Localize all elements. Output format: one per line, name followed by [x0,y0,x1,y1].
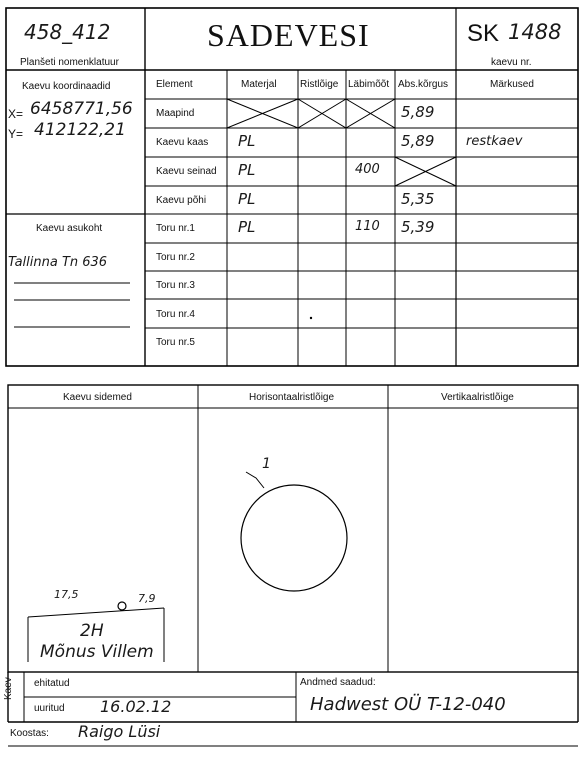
cell-materjal: PL [238,161,256,179]
sketch-dist-right: 7,9 [138,592,156,605]
sketch-building: 2H [80,621,104,641]
location-label: Kaevu asukoht [36,223,103,234]
x-prefix: X= [8,107,24,121]
row-element: Toru nr.3 [156,280,195,291]
x-value: 6458771,56 [30,99,133,119]
row-element: Toru nr.5 [156,337,195,348]
section-horisontaal: Horisontaalristlõige [249,392,335,403]
cell-abs: 5,89 [401,132,435,150]
uuritud-label: uuritud [34,703,65,714]
cell-abs: 5,35 [401,190,435,208]
cell-materjal: PL [238,218,256,236]
row-element: Kaevu põhi [156,195,207,206]
sketch-dist-left: 17,5 [54,588,79,601]
row-element: Toru nr.1 [156,223,195,234]
nomenclature-label: Planšeti nomenklatuur [20,57,119,68]
nomenclature-value: 458_412 [24,20,111,44]
col-header-ristloige: Ristlõige [300,79,339,90]
ehitatud-label: ehitatud [34,678,70,689]
row-element: Kaevu seinad [156,166,217,177]
col-header-markused: Märkused [490,79,534,90]
pipe-number: 1 [262,456,271,472]
cell-materjal: PL [238,132,256,150]
andmed-value: Hadwest OÜ T-12-040 [310,694,506,715]
footer-side-label: Kaev [3,677,14,700]
uuritud-value: 16.02.12 [100,697,172,716]
koostas-label: Koostas: [10,728,49,739]
cell-labimoot: 110 [355,219,380,234]
y-value: 412122,21 [34,120,126,140]
cell-abs: 5,89 [401,103,435,121]
row-element: Toru nr.2 [156,252,195,263]
well-label: kaevu nr. [491,57,532,68]
andmed-label: Andmed saadud: [300,677,376,688]
form-title: SADEVESI [207,17,370,53]
col-header-materjal: Materjal [241,79,277,90]
cell-labimoot: 400 [355,162,380,177]
row-element: Toru nr.4 [156,309,195,320]
cell-abs: 5,39 [401,218,435,236]
col-header-element: Element [156,79,193,90]
section-sidemed: Kaevu sidemed [63,392,132,403]
col-header-labimoot: Läbimõõt [348,79,390,90]
well-prefix: SK [467,20,500,47]
cell-markused: restkaev [466,134,523,149]
well-number: 1488 [508,20,562,44]
row-element: Kaevu kaas [156,137,209,148]
location-value: Tallinna Tn 636 [8,255,108,270]
row-element: Maapind [156,108,195,119]
sketch-owner: Mõnus Villem [40,642,154,662]
cell-materjal: PL [238,190,256,208]
coords-label: Kaevu koordinaadid [22,81,111,92]
koostas-value: Raigo Lüsi [78,722,161,741]
y-prefix: Y= [8,127,24,141]
section-vertikaal: Vertikaalristlõige [441,392,514,403]
col-header-abs: Abs.kõrgus [398,79,449,90]
